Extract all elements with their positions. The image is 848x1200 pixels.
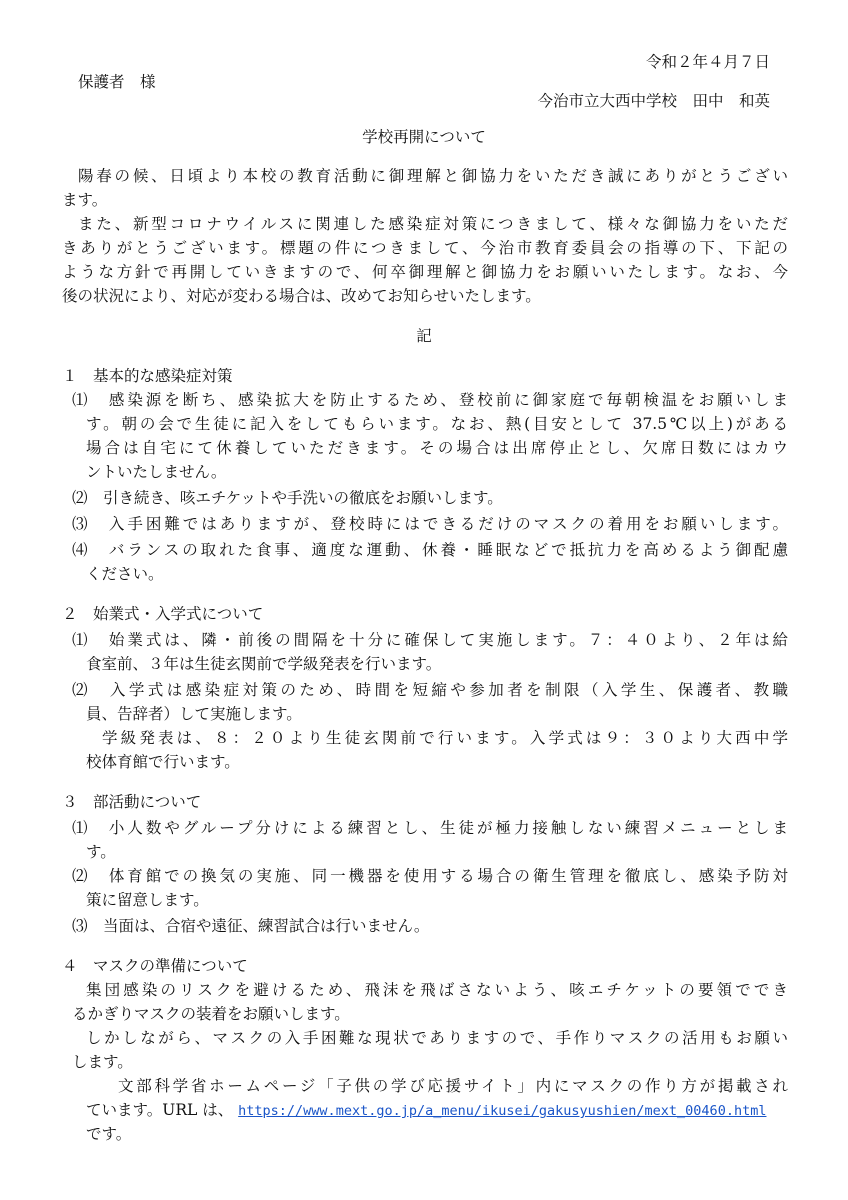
paragraph-line: 集団感染のリスクを避けるため、飛沫を飛ばさないよう、咳エチケットの要領ででき	[86, 981, 788, 999]
url-prefix: ています。URL は、	[86, 1101, 234, 1119]
list-item: す。	[86, 843, 116, 861]
section-heading: ２ 始業式・入学式について	[62, 605, 264, 623]
list-item: ⑴ 始業式は、隣・前後の間隔を十分に確保して実施します。７：４０より、２年は給	[72, 631, 788, 649]
list-item: 食室前、３年は生徒玄関前で学級発表を行います。	[86, 655, 442, 673]
paragraph-line: 後の状況により、対応が変わる場合は、改めてお知らせいたします。	[62, 287, 541, 305]
paragraph-line: します。	[72, 1053, 133, 1071]
paragraph-line: しかしながら、マスクの入手困難な現状でありますので、手作りマスクの活用もお願い	[86, 1029, 788, 1047]
paragraph-line: 文部科学省ホームページ「子供の学び応援サイト」内にマスクの作り方が掲載され	[118, 1077, 788, 1095]
list-item: す。朝の会で生徒に記入をしてもらいます。なお、熱(目安として 37.5℃以上)がある	[86, 415, 788, 433]
list-item: ⑶ 当面は、合宿や遠征、練習試合は行いません。	[72, 917, 430, 935]
list-item: ⑷ バランスの取れた食事、適度な運動、休養・睡眠などで抵抗力を高めるよう御配慮	[72, 541, 788, 559]
sender: 今治市立大西中学校 田中 和英	[537, 92, 770, 110]
addressee: 保護者 様	[78, 73, 156, 91]
paragraph-line: です。	[86, 1125, 132, 1143]
section-heading: ３ 部活動について	[62, 793, 202, 811]
document-title: 学校再開について	[362, 128, 486, 146]
list-item: 校体育館で行います。	[86, 753, 240, 771]
list-item: ⑵ 入学式は感染症対策のため、時間を短縮や参加者を制限（入学生、保護者、教職	[72, 681, 788, 699]
list-item: ⑵ 体育館での換気の実施、同一機器を使用する場合の衛生管理を徹底し、感染予防対	[72, 867, 788, 885]
mext-mask-link[interactable]: https://www.mext.go.jp/a_menu/ikusei/gakusyushien/mext_00460.html	[238, 1103, 767, 1119]
list-item: 学級発表は、８：２０より生徒玄関前で行います。入学式は９：３０より大西中学	[102, 729, 788, 747]
list-item: ントいたしません。	[86, 463, 227, 481]
section-heading: １ 基本的な感染症対策	[62, 367, 233, 385]
list-item: ⑴ 小人数やグループ分けによる練習とし、生徒が極力接触しない練習メニューとしま	[72, 819, 788, 837]
paragraph-line: 陽春の候、日頃より本校の教育活動に御理解と御協力をいただき誠にありがとうござい	[78, 167, 788, 185]
paragraph-line: ような方針で再開していきますので、何卒御理解と御協力をお願いいたします。なお、今	[62, 263, 788, 281]
paragraph-line: また、新型コロナウイルスに関連した感染症対策につきまして、様々な御協力をいただ	[78, 215, 788, 233]
list-item: ⑵ 引き続き、咳エチケットや手洗いの徹底をお願いします。	[72, 489, 503, 507]
list-item: 場合は自宅にて休養していただきます。その場合は出席停止とし、欠席日数にはカウ	[86, 439, 788, 457]
paragraph-line: るかぎりマスクの装着をお願いします。	[72, 1005, 350, 1023]
ki-heading: 記	[416, 327, 432, 345]
list-item: ください。	[86, 565, 164, 583]
list-item: ⑴ 感染源を断ち、感染拡大を防止するため、登校前に御家庭で毎朝検温をお願いしま	[72, 391, 788, 409]
list-item: 員、告辞者）して実施します。	[86, 705, 302, 723]
paragraph-line: ます。	[62, 191, 108, 209]
date: 令和２年４月７日	[645, 53, 770, 71]
section-heading: ４ マスクの準備について	[62, 957, 248, 975]
list-item: 策に留意します。	[86, 891, 209, 909]
paragraph-line	[86, 1100, 766, 1121]
paragraph-line: きありがとうございます。標題の件につきまして、今治市教育委員会の指導の下、下記の	[62, 239, 788, 257]
list-item: ⑶ 入手困難ではありますが、登校時にはできるだけのマスクの着用をお願いします。	[72, 515, 788, 533]
